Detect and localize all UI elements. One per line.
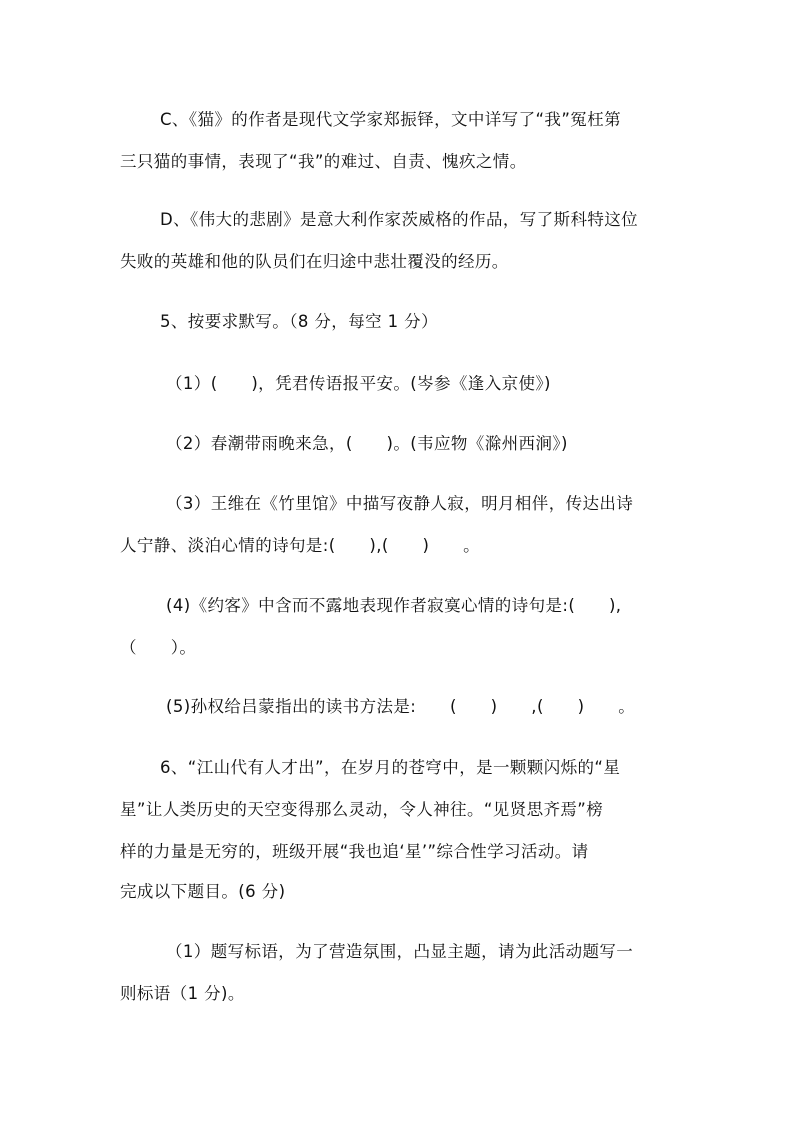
q5-item-4-line-2: （ ）。 <box>120 638 197 657</box>
q5-item-4-line-1: (4)《约客》中含而不露地表现作者寂寞心情的诗句是:( ), <box>166 596 622 615</box>
q5-item-5-line: (5)孙权给吕蒙指出的读书方法是: ( ) ,( ) 。 <box>166 697 636 716</box>
option-c-line-2: 三只猫的事情，表现了“我”的难过、自责、愧疚之情。 <box>120 152 527 171</box>
question-6-line-4: 完成以下题目。(6 分) <box>120 882 286 901</box>
option-d-line-2: 失败的英雄和他的队员们在归途中悲壮覆没的经历。 <box>120 252 509 271</box>
option-c-line-1: C、《猫》的作者是现代文学家郑振铎，文中详写了“我”冤枉第 <box>160 110 621 129</box>
question-6-line-3: 样的力量是无穷的，班级开展“我也追‘星’”综合性学习活动。请 <box>120 842 589 861</box>
q5-item-3-line-1: （3）王维在《竹里馆》中描写夜静人寂，明月相伴，传达出诗 <box>166 494 634 513</box>
q6-item-1-line-2: 则标语（1 分)。 <box>120 984 245 1003</box>
q6-item-1-line-1: （1）题写标语，为了营造氛围，凸显主题，请为此活动题写一 <box>166 942 634 961</box>
q5-item-2-line: （2）春潮带雨晚来急，( )。(韦应物《滁州西涧》) <box>166 434 568 453</box>
q5-item-1-line: （1）( )，凭君传语报平安。(岑参《逢入京使》) <box>166 374 551 393</box>
option-d-line-1: D、《伟大的悲剧》是意大利作家茨威格的作品，写了斯科特这位 <box>160 210 639 229</box>
question-5-heading: 5、按要求默写。（8 分，每空 1 分） <box>160 312 438 331</box>
q5-item-3-line-2: 人宁静、淡泊心情的诗句是:( ),( ) 。 <box>120 536 481 555</box>
question-6-line-2: 星”让人类历史的天空变得那么灵动，令人神往。“见贤思齐焉”榜 <box>120 800 604 819</box>
question-6-line-1: 6、“江山代有人才出”，在岁月的苍穹中，是一颗颗闪烁的“星 <box>160 758 621 777</box>
